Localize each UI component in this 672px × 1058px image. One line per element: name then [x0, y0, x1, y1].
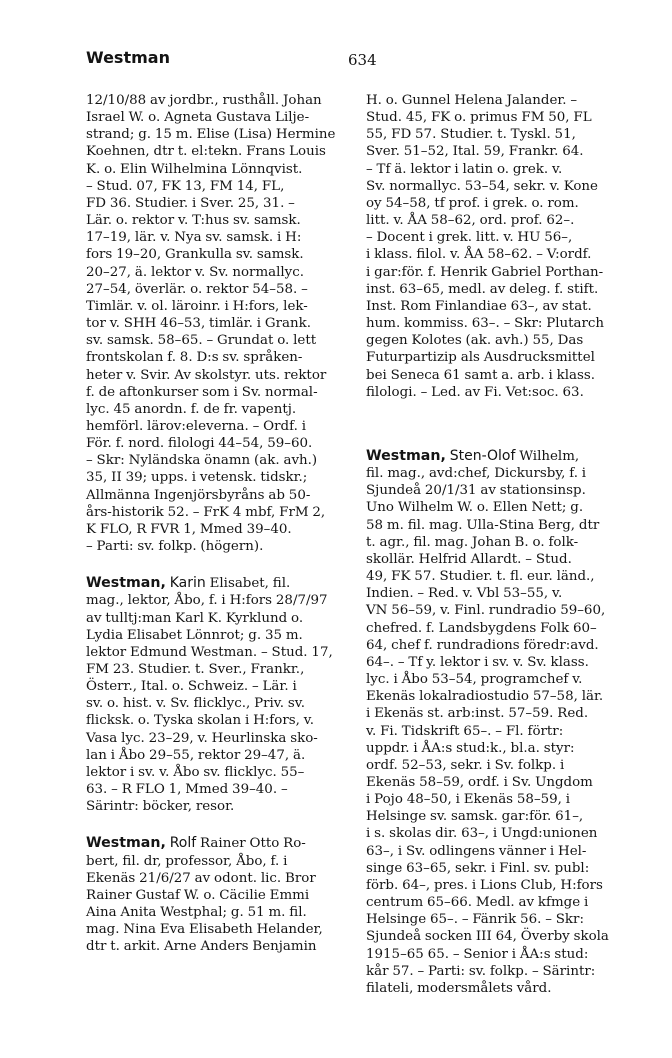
text-line: – Skr: Nyländska önamn (ak. avh.)	[86, 453, 318, 469]
text-line: filateli, modersmålets vård.	[366, 980, 552, 996]
text-line: 27–54, överlär. o. rektor 54–58. –	[86, 281, 308, 297]
text-line: i Pojo 48–50, i Ekenäs 58–59, i	[366, 792, 571, 808]
entry-given-name: Karin	[169, 575, 206, 592]
entry-westman-karin	[86, 575, 354, 815]
entry-heading-rest: Elisabet, fil.	[209, 576, 291, 592]
text-line: heter v. Svir. Av skolstyr. uts. rektor	[86, 367, 327, 383]
text-line: i Ekenäs st. arb:inst. 57–59. Red.	[366, 706, 589, 722]
entry-continued	[86, 92, 354, 555]
text-line: förb. 64–, pres. i Lions Club, H:fors	[366, 877, 603, 893]
text-line: Uno Wilhelm W. o. Ellen Nett; g.	[366, 500, 584, 516]
text-line: Allmänna Ingenjörsbyråns ab 50-	[86, 487, 311, 503]
text-line: – Docent i grek. litt. v. HU 56–,	[366, 230, 573, 246]
text-line: lektor Edmund Westman. – Stud. 17,	[86, 644, 333, 660]
text-line: strand; g. 15 m. Elise (Lisa) Hermine	[86, 127, 336, 143]
text-line: Indien. – Red. v. Vbl 53–55, v.	[366, 586, 563, 602]
text-line: VN 56–59, v. Finl. rundradio 59–60,	[366, 603, 606, 619]
text-line: Futurpartizip als Ausdrucksmittel	[366, 350, 595, 366]
text-line: Sver. 51–52, Ital. 59, Frankr. 64.	[366, 144, 584, 160]
text-line: filologi. – Led. av Fi. Vet:soc. 63.	[366, 384, 584, 400]
text-line: Aina Anita Westphal; g. 51 m. fil.	[86, 905, 307, 921]
text-line: 35, II 39; upps. i vetensk. tidskr.;	[86, 470, 308, 486]
text-line: lan i Åbo 29–55, rektor 29–47, ä.	[86, 747, 306, 763]
text-line: – Tf ä. lektor i latin o. grek. v.	[366, 161, 563, 177]
entry-heading-rest: Rainer Otto Ro-	[200, 836, 306, 852]
entry-heading-line	[86, 575, 354, 592]
text-line: Koehnen, dtr t. el:tekn. Frans Louis	[86, 144, 326, 160]
text-line: i klass. filol. v. ÅA 58–62. – V:ordf.	[366, 247, 592, 263]
entry-surname: Westman,	[366, 448, 446, 464]
text-line: Ekenäs 58–59, ordf. i Sv. Ungdom	[366, 774, 593, 790]
text-line: flicksk. o. Tyska skolan i H:fors, v.	[86, 713, 314, 729]
text-line: Helsinge sv. samsk. gar:för. 61–,	[366, 809, 584, 825]
text-line: 49, FK 57. Studier. t. fl. eur. länd.,	[366, 569, 595, 585]
text-line: Sv. normallyc. 53–54, sekr. v. Kone	[366, 178, 598, 194]
text-line: lyc. i Åbo 53–54, programchef v.	[366, 672, 583, 688]
text-line: Lär. o. rektor v. T:hus sv. samsk.	[86, 213, 301, 229]
text-line: 58 m. fil. mag. Ulla-Stina Berg, dtr	[366, 517, 600, 533]
text-line: års-historik 52. – FrK 4 mbf, FrM 2,	[86, 504, 326, 520]
text-line: Stud. 45, FK o. primus FM 50, FL	[366, 110, 592, 126]
entry-given-name: Rolf	[169, 835, 197, 852]
text-line: Ekenäs 21/6/27 av odont. lic. Bror	[86, 870, 316, 886]
text-line: Rainer Gustaf W. o. Cäcilie Emmi	[86, 887, 310, 903]
text-line: – Parti: sv. folkp. (högern).	[86, 539, 264, 555]
text-line: singe 63–65, sekr. i Finl. sv. publ:	[366, 860, 590, 876]
text-line: 55, FD 57. Studier. t. Tyskl. 51,	[366, 127, 576, 143]
text-line: Lydia Elisabet Lönnrot; g. 35 m.	[86, 627, 303, 643]
text-line: 20–27, ä. lektor v. Sv. normallyc.	[86, 264, 305, 280]
entry-heading-line	[86, 835, 354, 852]
entry-surname: Westman,	[86, 575, 166, 592]
text-line: Vasa lyc. 23–29, v. Heurlinska sko-	[86, 730, 318, 746]
text-line: bei Seneca 61 samt a. arb. i klass.	[366, 367, 595, 383]
text-line: fors 19–20, Grankulla sv. samsk.	[86, 247, 304, 263]
text-line: hum. kommiss. 63–. – Skr: Plutarch	[366, 316, 605, 332]
text-line: tor v. SHH 46–53, timlär. i Grank.	[86, 316, 311, 332]
text-line: kår 57. – Parti: sv. folkp. – Särintr:	[366, 963, 596, 979]
entry-surname: Westman,	[86, 835, 166, 852]
text-line: uppdr. i ÅA:s stud:k., bl.a. styr:	[366, 740, 575, 756]
text-line: centrum 65–66. Medl. av kfmge i	[366, 895, 589, 911]
text-line: hemförl. lärov:eleverna. – Ordf. i	[86, 418, 306, 434]
text-line: skollär. Helfrid Allardt. – Stud.	[366, 551, 572, 567]
text-line: mag. Nina Eva Elisabeth Helander,	[86, 922, 323, 938]
text-line: Israel W. o. Agneta Gustava Lilje-	[86, 110, 310, 126]
text-line: 1915–65 65. – Senior i ÅA:s stud:	[366, 946, 589, 962]
text-line: dtr t. arkit. Arne Anders Benjamin	[86, 939, 317, 955]
text-line: 12/10/88 av jordbr., rusthåll. Johan	[86, 93, 322, 108]
page-number: 634	[348, 51, 377, 69]
text-line: Särintr: böcker, resor.	[86, 799, 235, 815]
text-line: Sjundeå 20/1/31 av stationsinsp.	[366, 483, 586, 499]
text-line: K. o. Elin Wilhelmina Lönnqvist.	[86, 161, 303, 177]
text-line: mag., lektor, Åbo, f. i H:fors 28/7/97	[86, 593, 328, 609]
text-line: lyc. 45 anordn. f. de fr. vapentj.	[86, 401, 297, 417]
entry-westman-rolf	[86, 835, 354, 955]
text-line: Sjundeå socken III 64, Överby skola	[366, 929, 609, 945]
page-header	[86, 48, 652, 76]
text-line: i s. skolas dir. 63–, i Ungd:unionen	[366, 826, 598, 842]
entry-westman-sten-olof	[366, 448, 652, 997]
text-line: frontskolan f. 8. D:s sv. språken-	[86, 350, 303, 366]
text-line: 63. – R FLO 1, Mmed 39–40. –	[86, 782, 288, 798]
text-line: – Stud. 07, FK 13, FM 14, FL,	[86, 178, 285, 194]
text-line: K FLO, R FVR 1, Mmed 39–40.	[86, 521, 292, 537]
entry-given-name: Sten-Olof	[449, 448, 516, 464]
text-line: inst. 63–65, medl. av deleg. f. stift.	[366, 281, 599, 297]
entry-heading-line	[366, 448, 652, 465]
text-line: Ekenäs lokalradiostudio 57–58, lär.	[366, 689, 604, 705]
text-line: Inst. Rom Finlandiae 63–, av stat.	[366, 298, 592, 314]
entry-heading-rest: Wilhelm,	[519, 449, 580, 464]
text-line: 63–, i Sv. odlingens vänner i Hel-	[366, 843, 587, 859]
text-line: bert, fil. dr, professor, Åbo, f. i	[86, 853, 288, 869]
entry-westman-rolf-continued	[366, 92, 652, 428]
text-line: ordf. 52–53, sekr. i Sv. folkp. i	[366, 757, 565, 773]
text-line: Helsinge 65–. – Fänrik 56. – Skr:	[366, 912, 584, 928]
text-line: i gar:för. f. Henrik Gabriel Porthan-	[366, 264, 604, 280]
text-line: 64–. – Tf y. lektor i sv. v. Sv. klass.	[366, 654, 589, 670]
text-line: chefred. f. Landsbygdens Folk 60–	[366, 620, 597, 636]
right-column	[366, 92, 652, 997]
text-line: litt. v. ÅA 58–62, ord. prof. 62–.	[366, 213, 575, 229]
text-line: Österr., Ital. o. Schweiz. – Lär. i	[86, 679, 297, 695]
text-line: För. f. nord. filologi 44–54, 59–60.	[86, 436, 313, 452]
text-line: FD 36. Studier. i Sver. 25, 31. –	[86, 195, 295, 211]
text-line: FM 23. Studier. t. Sver., Frankr.,	[86, 662, 305, 677]
text-line: Timlär. v. ol. läroinr. i H:fors, lek-	[86, 298, 308, 314]
text-line: 64, chef f. rundradions föredr:avd.	[366, 637, 599, 653]
text-line: 17–19, lär. v. Nya sv. samsk. i H:	[86, 230, 302, 246]
text-line: sv. samsk. 58–65. – Grundat o. lett	[86, 333, 317, 349]
text-line: oy 54–58, tf prof. i grek. o. rom.	[366, 195, 579, 211]
running-head: Westman	[86, 48, 170, 67]
text-line: v. Fi. Tidskrift 65–. – Fl. förtr:	[366, 723, 564, 739]
text-line: f. de aftonkurser som i Sv. normal-	[86, 384, 318, 400]
text-line: fil. mag., avd:chef, Dickursby, f. i	[366, 466, 587, 482]
text-line: av tulltj:man Karl K. Kyrklund o.	[86, 610, 304, 626]
text-line: lektor i sv. v. Åbo sv. flicklyc. 55–	[86, 764, 305, 780]
text-line: H. o. Gunnel Helena Jalander. –	[366, 93, 578, 108]
text-line: gegen Kolotes (ak. avh.) 55, Das	[366, 333, 584, 349]
text-line: t. agr., fil. mag. Johan B. o. folk-	[366, 534, 579, 550]
text-line: sv. o. hist. v. Sv. flicklyc., Priv. sv.	[86, 696, 305, 712]
left-column	[86, 92, 354, 956]
